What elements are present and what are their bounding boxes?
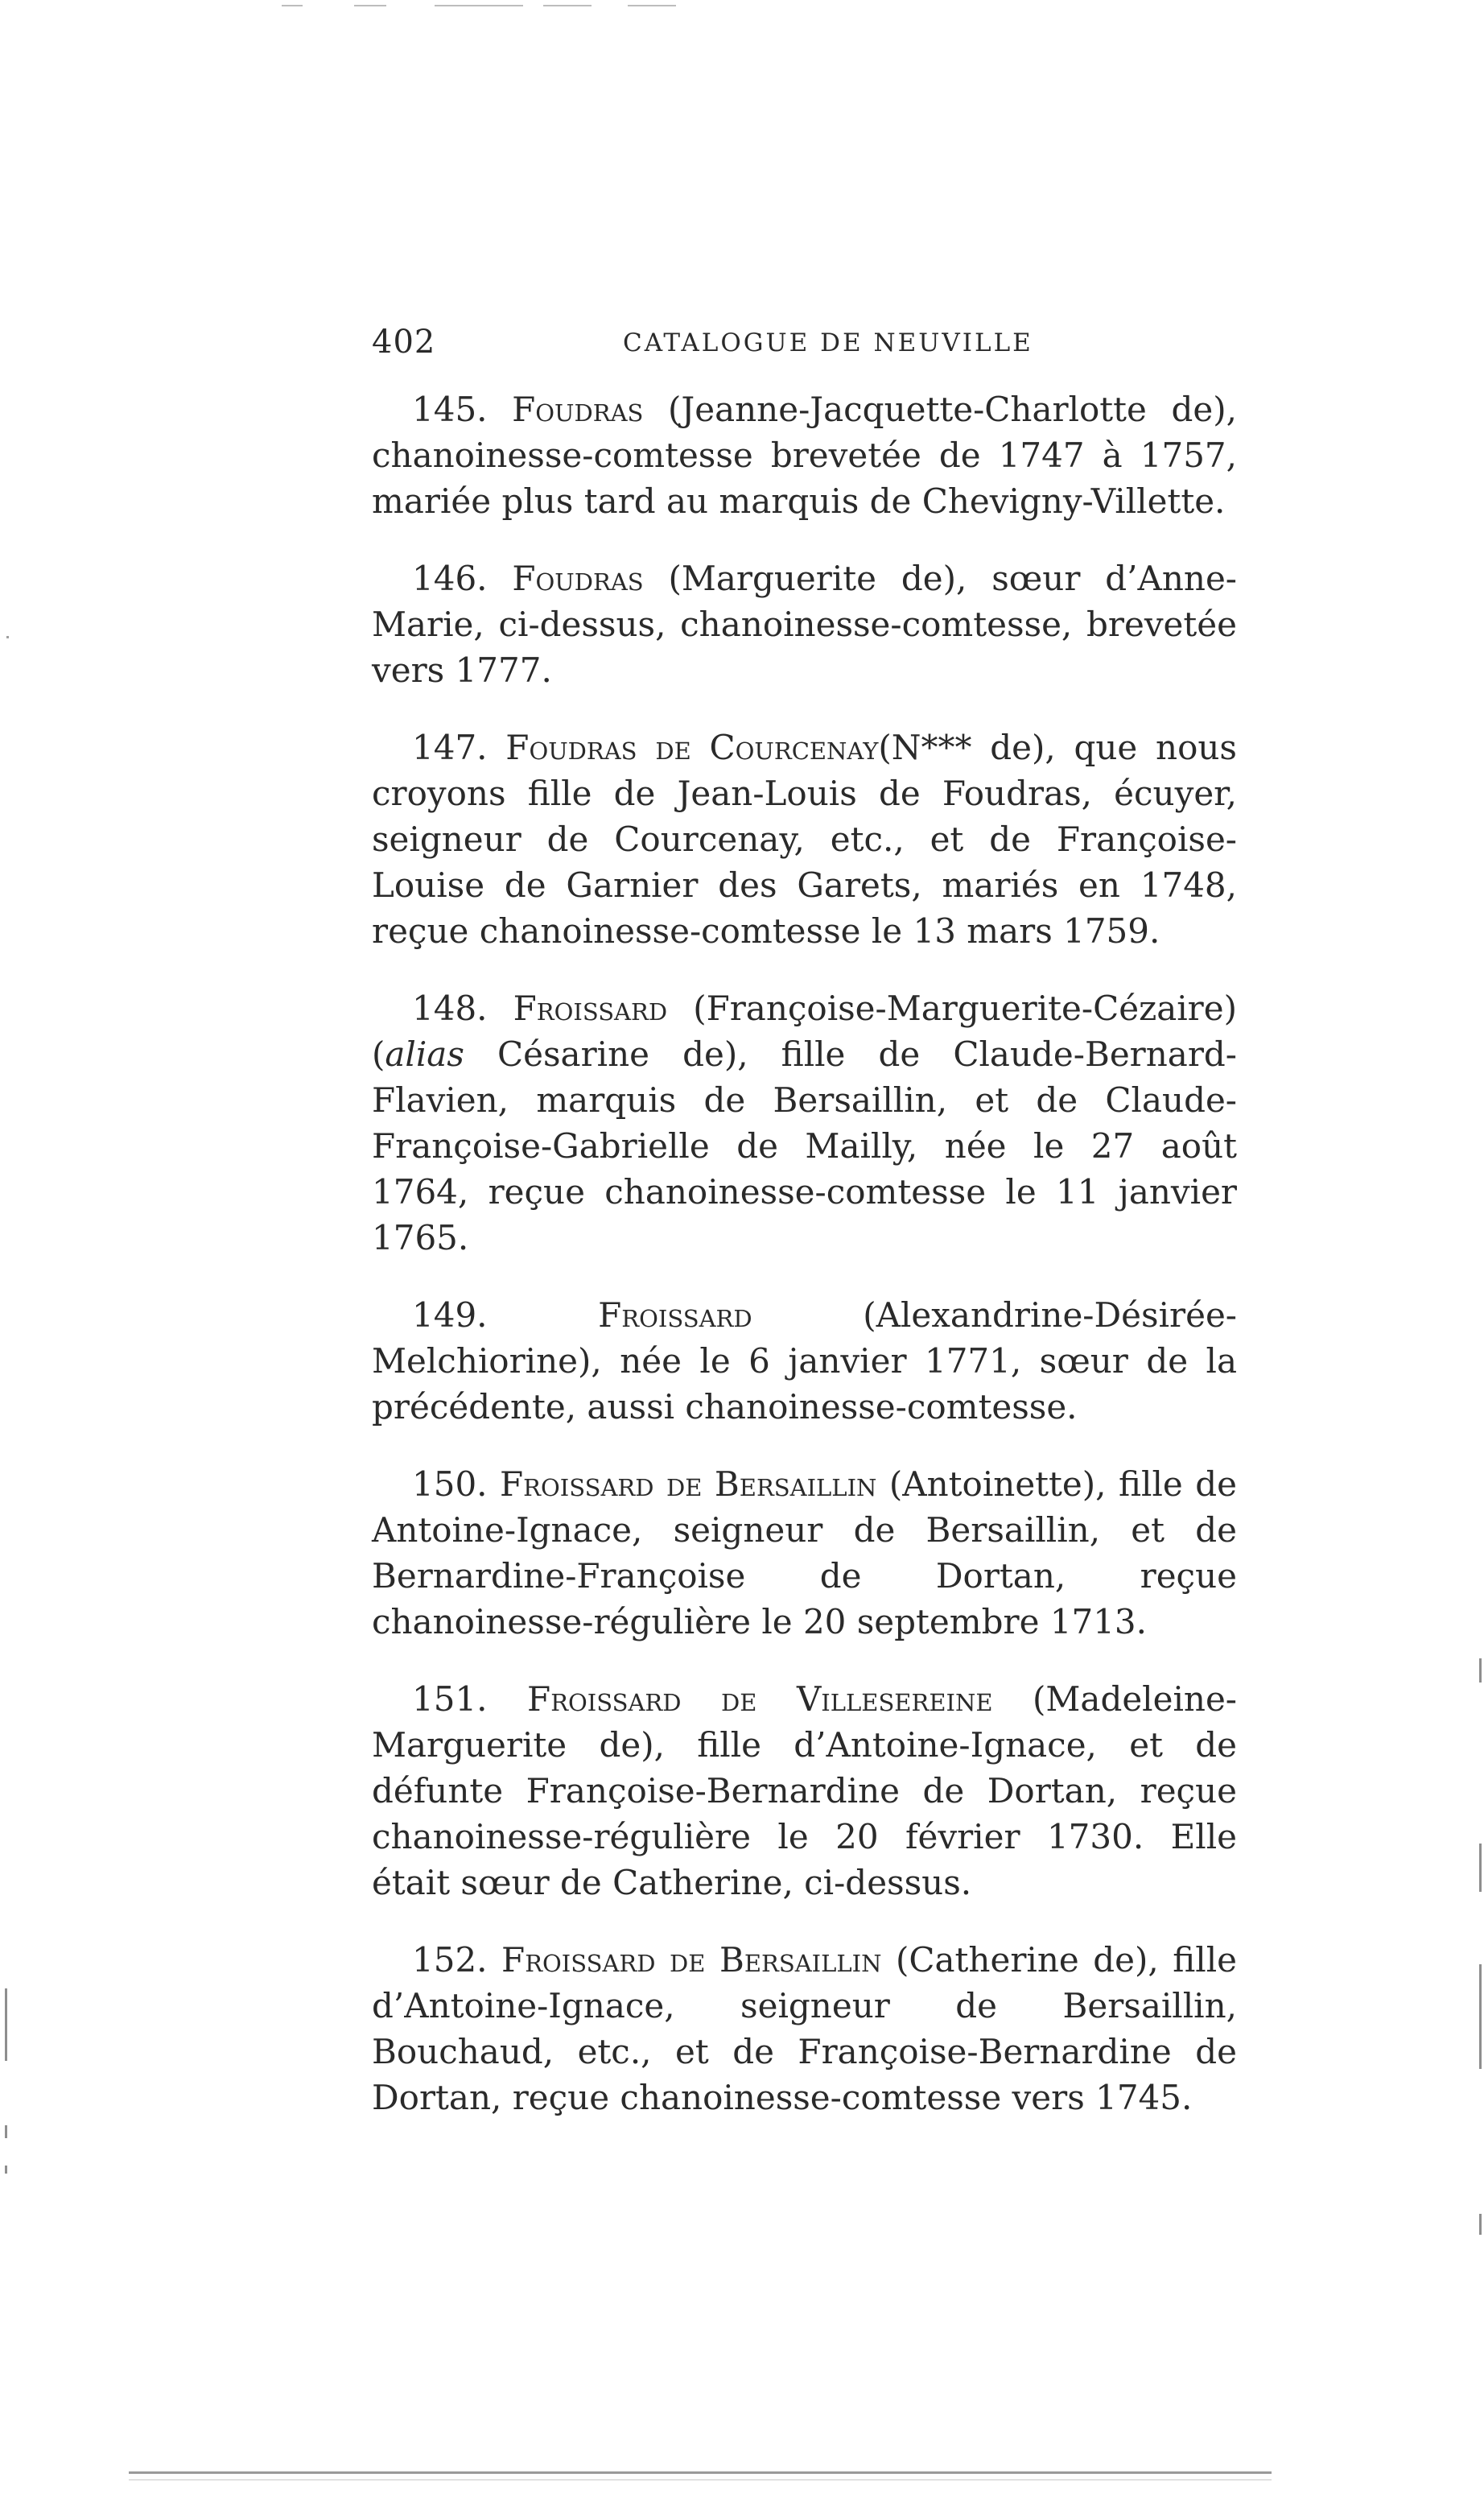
scan-artifact-edge-line [5,1988,7,2061]
scan-artifact-edge-line [5,2166,7,2174]
catalogue-entry-151 [372,1676,1237,1905]
entry-text: (Jeanne-Jacquette-Charlotte de), chanoinesse-comtesse brevetée de 1747 à 1757, mariée plus tard au marquis de Chevigny-Villette. [372,390,1237,521]
scan-artifact-bottom-rule [129,2471,1272,2474]
scan-artifact-edge-line [1479,1964,1482,2069]
entry-surname: Foudras [512,390,644,429]
scan-artifact-bottom-rule [129,2479,1272,2480]
scan-artifact-edge-line [1479,2214,1482,2235]
entry-surname: Froissard de Bersaillin [501,1940,882,1980]
running-title: CATALOGUE DE NEUVILLE [623,328,1033,357]
catalogue-entry-145 [372,386,1237,524]
catalogue-entries [372,386,1237,2152]
scan-artifact-dot [6,636,9,638]
scan-artifact-top-rule [354,5,386,6]
entry-number: 148. [412,989,488,1028]
entry-text-prefix: (Françoise-Marguerite-Cézaire) ( [372,989,1237,1074]
entry-text: (Alexandrine-Désirée-Melchiorine), née le 6 janvier 1771, sœur de la précédente, aussi chanoinesse-comtesse. [372,1295,1237,1427]
entry-text: (Catherine de), fille d’Antoine-Ignace, seigneur de Bersaillin, Bouchaud, etc., et de Françoise-Bernardine de Dortan, reçue chanoinesse-comtesse vers 1745. [372,1940,1237,2117]
entry-text: (Marguerite de), sœur d’Anne-Marie, ci-dessus, chanoinesse-comtesse, brevetée vers 1777. [372,559,1237,690]
entry-number: 150. [412,1464,488,1504]
catalogue-entry-148 [372,985,1237,1261]
running-header [372,324,1241,372]
entry-surname: Foudras [512,559,644,598]
entry-number: 145. [412,390,488,429]
entry-text: (Antoinette), fille de Antoine-Ignace, seigneur de Bersaillin, et de Bernardine-Françoise de Dortan, reçue chanoinesse-régulière le 20 septembre 1713. [372,1464,1238,1641]
catalogue-entry-152 [372,1937,1237,2120]
page-number: 402 [372,324,436,361]
scan-artifact-edge-line [1479,1844,1482,1892]
entry-surname: Foudras de Courcenay [505,728,879,767]
scan-artifact-top-rule [282,5,303,6]
catalogue-entry-149 [372,1292,1237,1430]
catalogue-entry-147 [372,725,1237,954]
entry-number: 146. [412,559,488,598]
catalogue-entry-150 [372,1461,1237,1645]
scan-artifact-edge-line [5,2125,7,2138]
entry-italic-term: alias [385,1034,464,1074]
entry-surname: Froissard [598,1295,752,1335]
entry-number: 152. [412,1940,488,1980]
catalogue-entry-146 [372,555,1237,693]
scan-artifact-top-rule [543,5,592,6]
entry-surname: Froissard de Bersaillin [500,1464,877,1504]
entry-text: Césarine de), fille de Claude-Bernard-Flavien, marquis de Bersaillin, et de Claude-Françoise-Gabrielle de Mailly, née le 27 août 1764, reçue chanoinesse-comtesse le 11 janvier 1765. [372,1034,1237,1257]
entry-number: 149. [412,1295,488,1335]
scan-artifact-top-rule [628,5,676,6]
entry-number: 151. [412,1679,488,1719]
entry-text: (Madeleine-Marguerite de), fille d’Antoine-Ignace, et de défunte Françoise-Bernardine de Dortan, reçue chanoinesse-régulière le 20 février 1730. Elle était sœur de Catherine, ci-dessus. [372,1679,1237,1902]
entry-surname: Froissard [513,989,668,1028]
entry-number: 147. [412,728,488,767]
entry-surname: Froissard de Villesereine [527,1679,993,1719]
entry-text: (N*** de), que nous croyons fille de Jean-Louis de Foudras, écuyer, seigneur de Courcenay, etc., et de Françoise-Louise de Garnier des Garets, mariés en 1748, reçue chanoinesse-comtesse le 13 mars 1759. [372,728,1237,951]
scan-artifact-edge-line [1479,1658,1482,1683]
scan-artifact-top-rule [435,5,523,6]
